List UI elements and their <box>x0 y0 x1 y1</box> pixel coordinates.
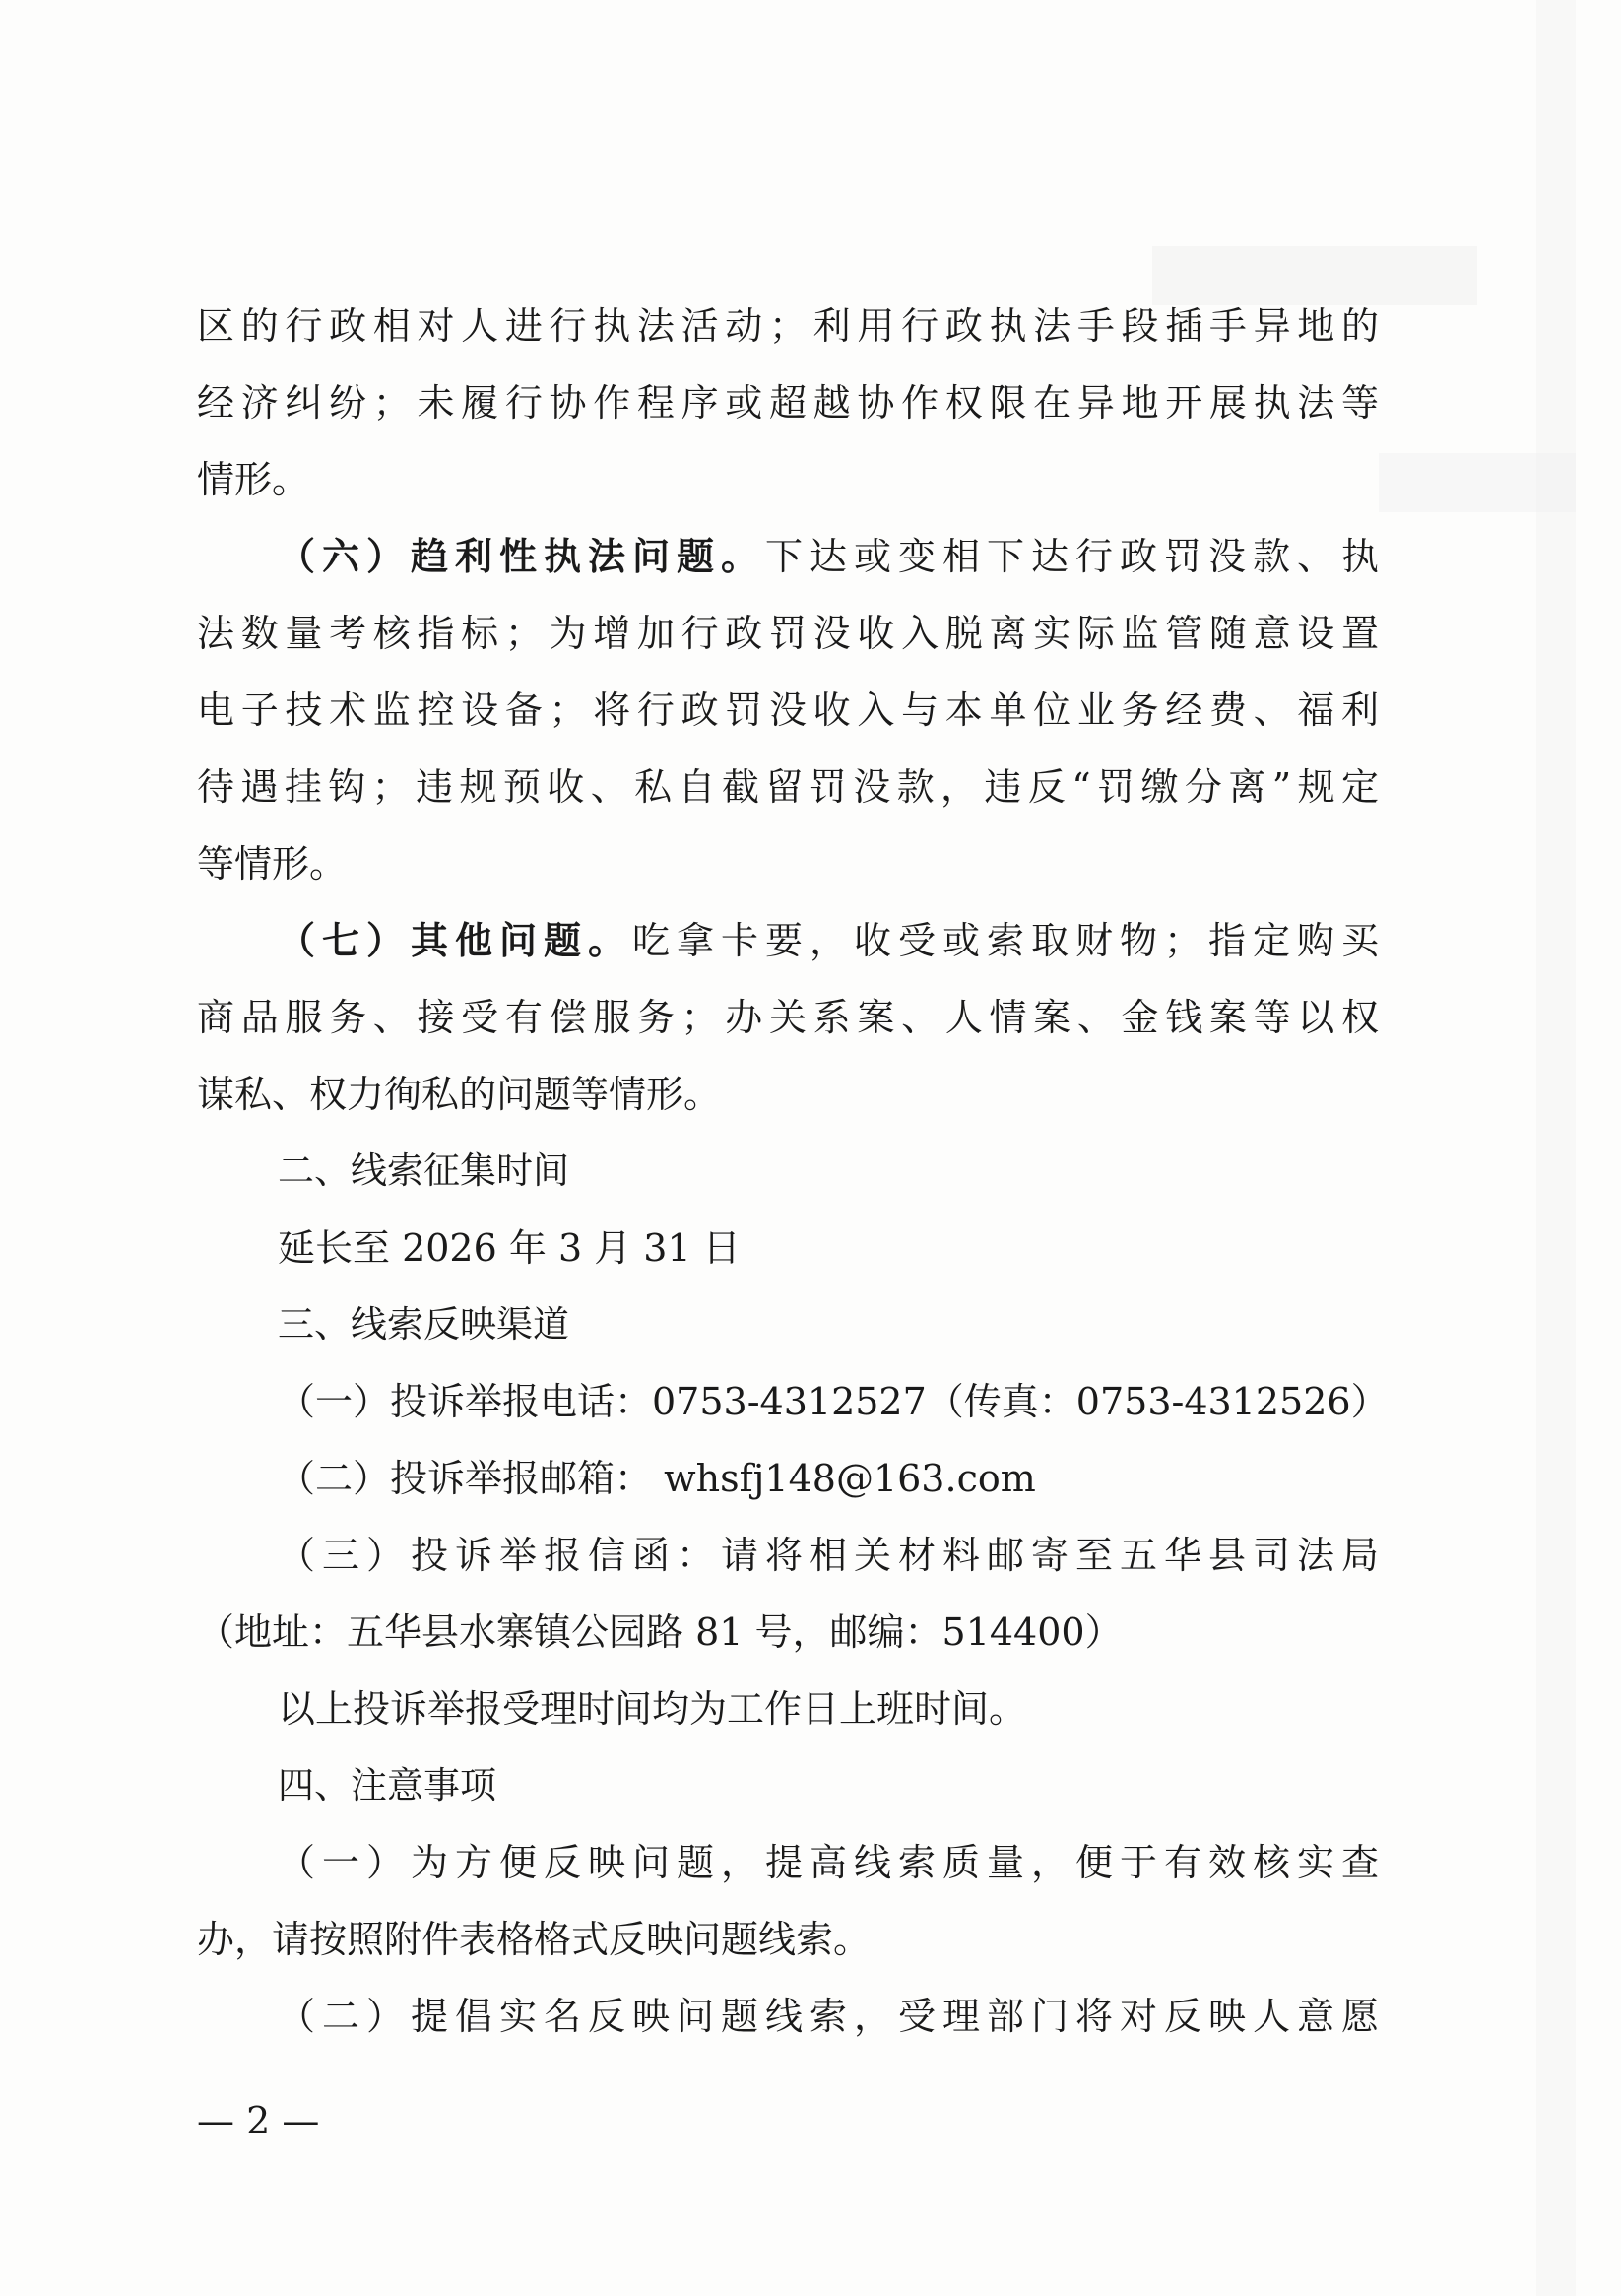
line-text: 下达或变相下达行政罚没款、执 <box>765 535 1379 578</box>
line-text: 谋私、权力徇私的问题等情形。 <box>197 1073 722 1116</box>
line-text: 法数量考核指标；为增加行政罚没收入脱离实际监管随意设置 <box>197 612 1379 655</box>
line-text: 以上投诉举报受理时间均为工作日上班时间。 <box>278 1687 1027 1731</box>
line-text-wrap <box>278 1517 1379 1594</box>
line-text: （二）提倡实名反映问题线索，受理部门将对反映人意愿 <box>278 1995 1379 2038</box>
line-text: 吃拿卡要，收受或索取财物；指定购买 <box>632 919 1379 962</box>
line-text: （一）为方便反映问题，提高线索质量，便于有效核实查 <box>278 1841 1379 1884</box>
paragraph-line <box>197 1363 1389 1440</box>
section-heading-text: 四、注意事项 <box>278 1764 496 1806</box>
line-text-wrap <box>278 1978 1379 2055</box>
paragraph-line <box>197 672 1379 749</box>
section-heading <box>197 1747 1379 1824</box>
paragraph-line <box>197 749 1379 825</box>
line-text: 区的行政相对人进行执法活动；利用行政执法手段插手异地的 <box>197 304 1379 348</box>
paragraph-line <box>197 1978 1379 2055</box>
line-text: 办，请按照附件表格格式反映问题线索。 <box>197 1918 872 1961</box>
paragraph-line <box>197 1901 1379 1978</box>
paragraph-line <box>197 441 1379 518</box>
section-heading <box>197 1286 1379 1363</box>
line-text-wrap <box>278 518 1379 595</box>
paragraph-line <box>197 1824 1379 1901</box>
paragraph-line <box>197 1671 1379 1747</box>
line-text: （地址：五华县水寨镇公园路 81 号，邮编：514400） <box>197 1610 1123 1654</box>
document-body <box>197 288 1389 2055</box>
line-text-wrap <box>278 902 1379 979</box>
paragraph-line <box>197 1517 1379 1594</box>
section-heading-text: 二、线索征集时间 <box>278 1149 569 1192</box>
paragraph-line <box>197 595 1379 672</box>
line-text: 商品服务、接受有偿服务；办关系案、人情案、金钱案等以权 <box>197 996 1379 1039</box>
section-heading-text: 三、线索反映渠道 <box>278 1303 569 1345</box>
paragraph-line <box>197 518 1379 595</box>
paragraph-lead: （六）趋利性执法问题。 <box>278 534 765 578</box>
paragraph-line <box>197 1440 1379 1517</box>
paragraph-lead: （七）其他问题。 <box>278 918 632 962</box>
paragraph-line <box>197 1210 1379 1286</box>
line-text-wrap <box>278 1363 1389 1440</box>
line-text: 待遇挂钩；违规预收、私自截留罚没款，违反“罚缴分离”规定 <box>197 765 1379 809</box>
section-heading <box>197 1133 1379 1210</box>
paragraph-line <box>197 1594 1379 1671</box>
line-text: 等情形。 <box>197 842 348 886</box>
line-text: （二）投诉举报邮箱： whsfj148@163.com <box>278 1457 1036 1500</box>
paragraph-line <box>197 288 1379 364</box>
line-text-wrap <box>278 1824 1379 1901</box>
paragraph-line <box>197 902 1379 979</box>
paragraph-line <box>197 364 1379 441</box>
paragraph-line <box>197 825 1379 902</box>
line-text: 延长至 2026 年 3 月 31 日 <box>278 1226 741 1270</box>
page-number: — 2 — <box>197 2099 320 2142</box>
line-text: 电子技术监控设备；将行政罚没收入与本单位业务经费、福利 <box>197 689 1379 732</box>
line-text: （一）投诉举报电话：0753-4312527（传真：0753-4312526） <box>278 1380 1389 1423</box>
paragraph-line <box>197 1056 1379 1133</box>
line-text: （三）投诉举报信函：请将相关材料邮寄至五华县司法局 <box>278 1534 1379 1577</box>
line-text: 情形。 <box>197 458 310 501</box>
line-text: 经济纠纷；未履行协作程序或超越协作权限在异地开展执法等 <box>197 381 1379 425</box>
paragraph-line <box>197 979 1379 1056</box>
